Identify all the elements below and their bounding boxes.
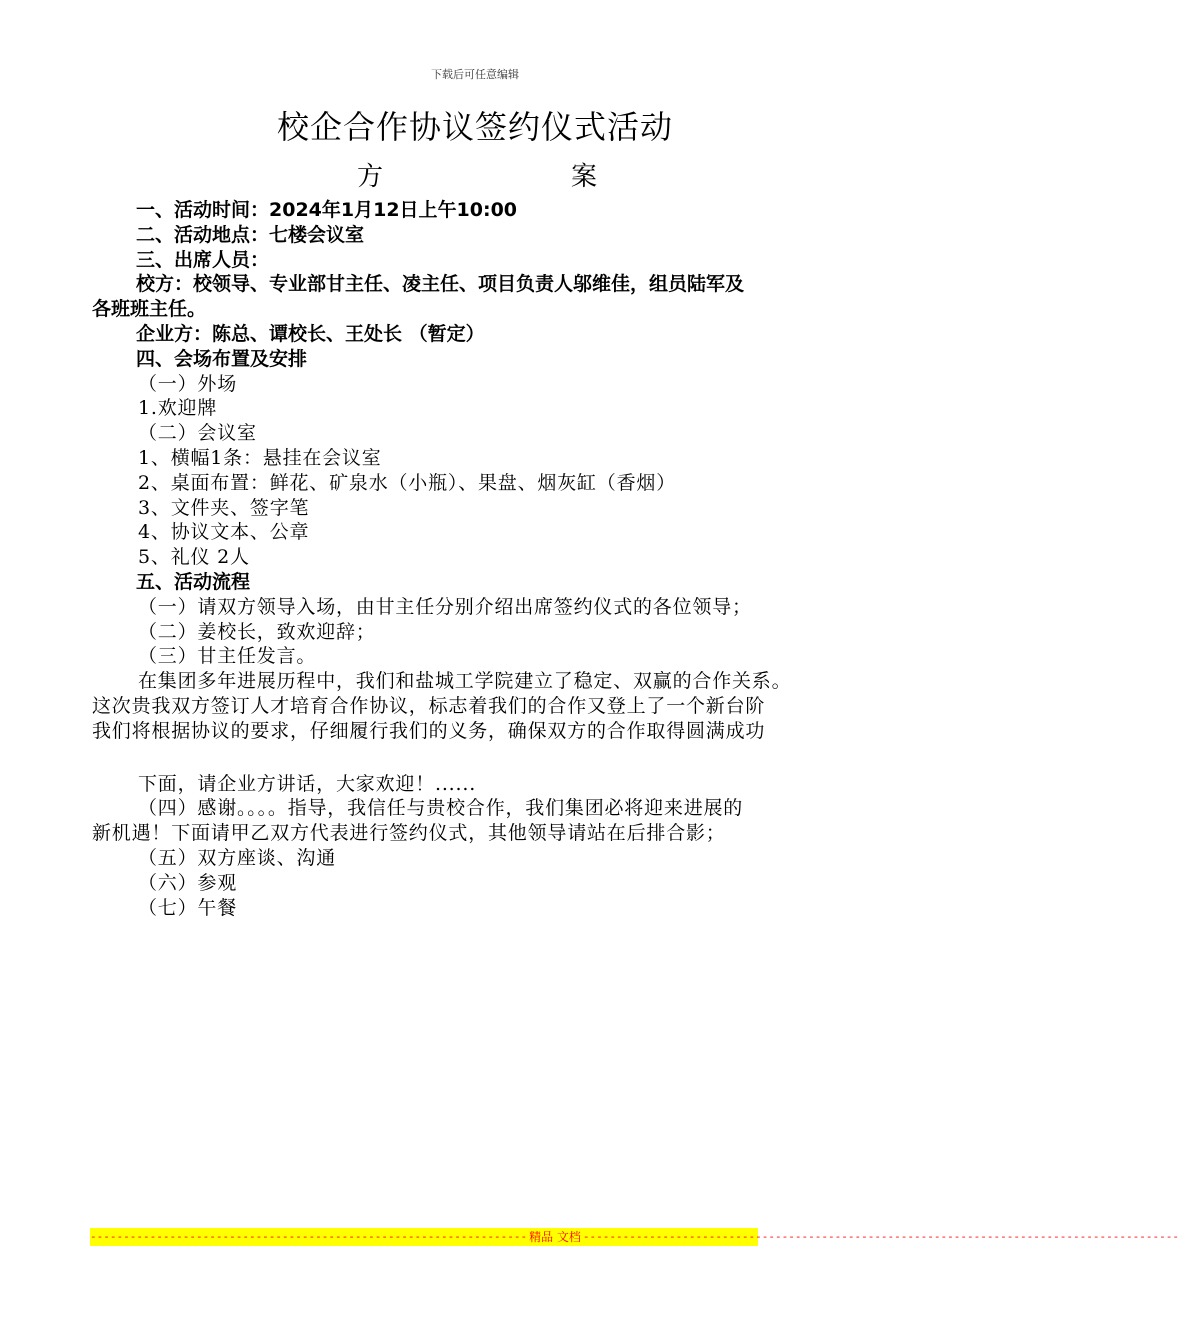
footer-dashes-left: ------------------------------------------------------------------ [90,1230,528,1243]
school-attendees-cont: 各班班主任。 [92,298,207,321]
document-subtitle [357,156,597,193]
speech-line-2: 这次贵我双方签订人才培育合作协议，标志着我们的合作又登上了一个新台阶 [92,694,766,717]
agreement-item: 4、协议文本、公章 [138,521,310,544]
process-step-3: （三）甘主任发言。 [138,645,317,668]
document-body [92,198,872,920]
speech-line-1: 在集团多年进展历程中，我们和盐城工学院建立了稳定、双赢的合作关系。 [138,670,792,693]
venue-heading: 四、会场布置及安排 [136,347,308,370]
document-title: 校企合作协议签约仪式活动 [276,108,673,146]
process-step-5: （五）双方座谈、沟通 [138,846,337,869]
process-step-1: （一）请双方领导入场，由甘主任分别介绍出席签约仪式的各位领导； [138,595,752,618]
meeting-room-heading: （二）会议室 [138,422,257,445]
enterprise-attendees: 企业方：陈总、谭校长、王处长 （暂定） [136,322,485,345]
footer-bar [90,1228,1179,1246]
subtitle-char-1: 方 [357,162,384,192]
banner-item: 1、横幅1条：悬挂在会议室 [138,446,382,469]
welcome-sign: 1.欢迎牌 [138,397,218,420]
etiquette-item: 5、礼仪 2人 [138,546,250,569]
process-step-4: （四）感谢。。。。指导，我信任与贵校合作，我们集团必将迎来进展的 [138,797,744,820]
process-heading: 五、活动流程 [136,570,251,593]
header-note: 下载后可任意编辑 [431,68,519,81]
footer-dashes-right: ------------------------------------------------------------------------------------------ [582,1230,1179,1243]
outdoor-heading: （一）外场 [138,372,238,395]
process-step-2: （二）姜校长，致欢迎辞； [138,620,376,643]
speech-line-3: 我们将根据协议的要求，仔细履行我们的义务，确保双方的合作取得圆满成功 [92,719,766,742]
folder-item: 3、文件夹、签字笔 [138,496,310,519]
process-step-7: （七）午餐 [138,896,238,919]
process-step-4-cont: 新机遇！下面请甲乙双方代表进行签约仪式，其他领导请站在后排合影； [92,822,726,845]
speech-line-4: 下面，请企业方讲话，大家欢迎！...... [138,772,477,795]
activity-time: 一、活动时间：2024年1月12日上午10:00 [136,199,518,221]
attendees-heading: 三、出席人员： [136,248,270,271]
subtitle-char-2: 案 [570,162,597,192]
process-step-6: （六）参观 [138,871,238,894]
footer-label: 精品 文档 [529,1230,581,1244]
activity-location: 二、活动地点：七楼会议室 [136,223,365,246]
school-attendees: 校方：校领导、专业部甘主任、凌主任、项目负责人邬维佳，组员陆军及 [136,273,745,296]
desk-layout-item: 2、桌面布置：鲜花、矿泉水（小瓶）、果盘、烟灰缸（香烟） [138,471,676,494]
